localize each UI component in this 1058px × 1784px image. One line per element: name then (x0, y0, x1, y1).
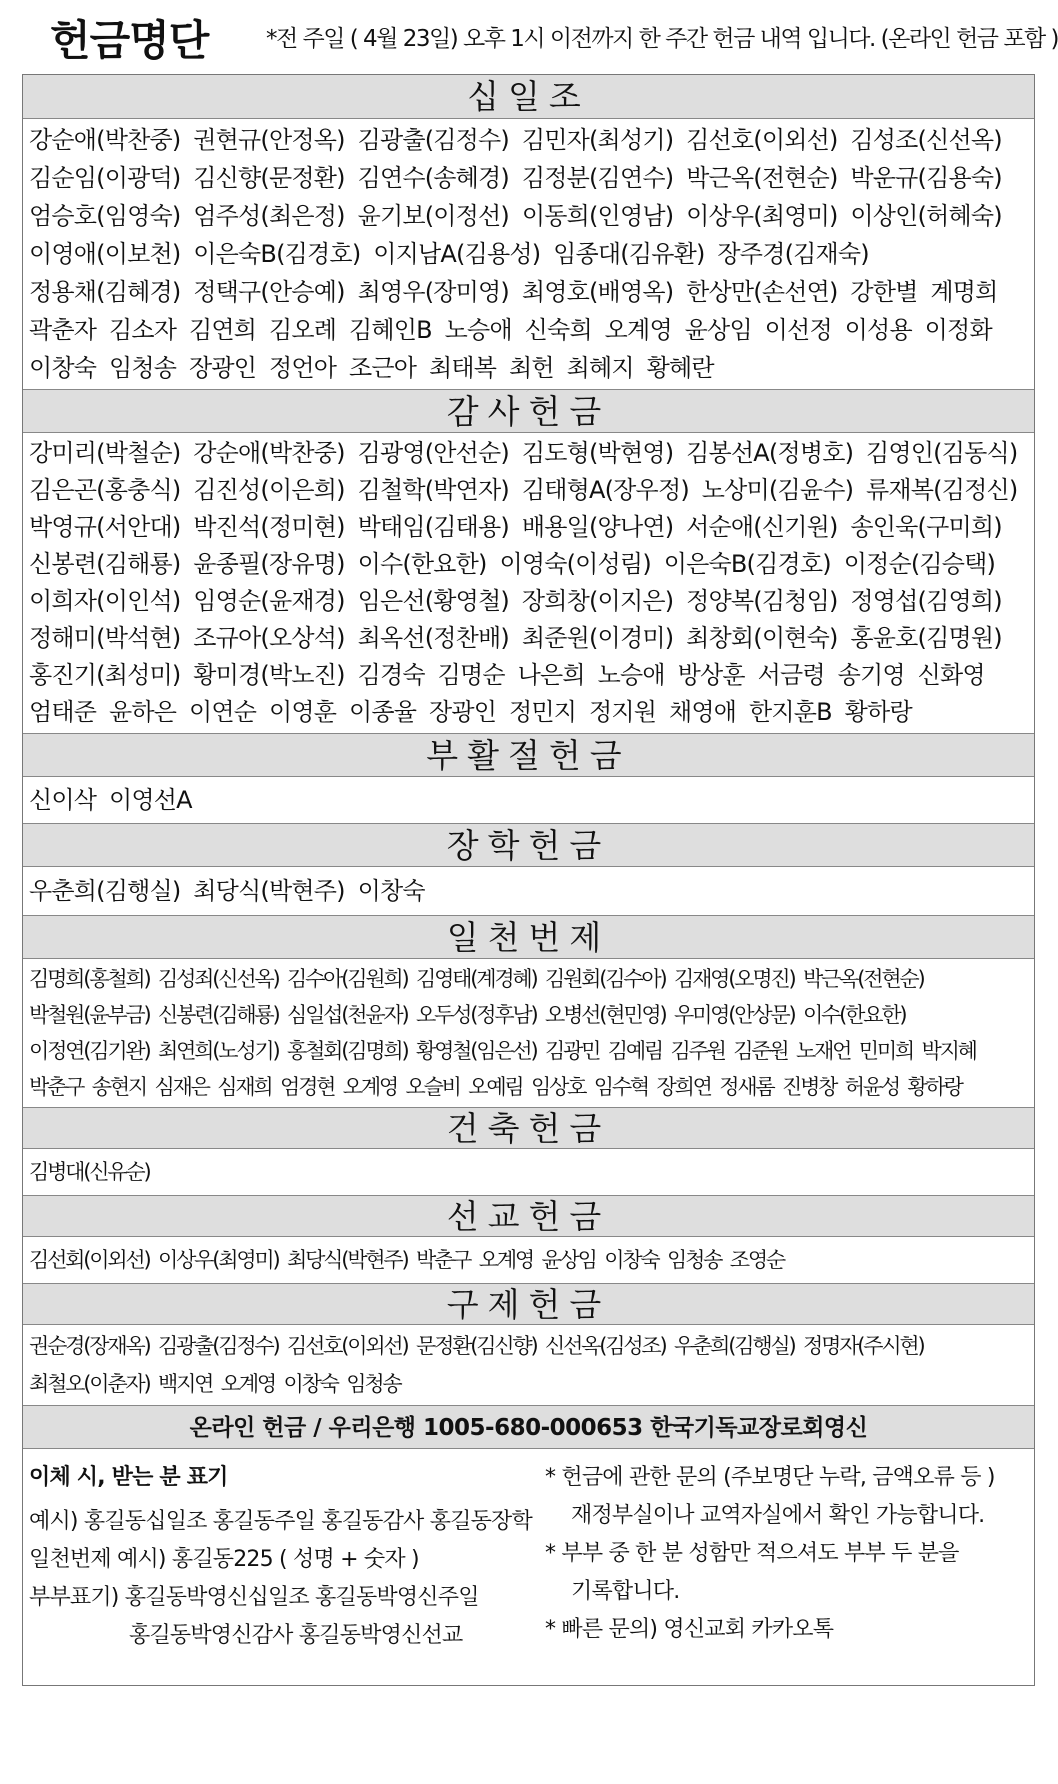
donor-name: 임청송 (346, 1372, 401, 1396)
donor-name: 김오례 (269, 316, 337, 344)
name-list (23, 959, 1034, 1107)
donor-name: 장주경(김재숙) (717, 240, 869, 268)
donor-name: 박철원(윤부금) (29, 1003, 150, 1027)
donor-name: 김성조(신선옥) (850, 126, 1002, 154)
donor-name: 김연희 (189, 316, 257, 344)
donor-name: 최당식(박현주) (193, 877, 345, 905)
donor-name: 최헌 (509, 354, 554, 382)
name-list (23, 119, 1034, 389)
donor-name: 신봉련(김해룡) (29, 550, 181, 578)
donor-name: 장희창(이지은) (521, 587, 674, 615)
note-line: 기록합니다. (571, 1579, 680, 1604)
donor-name: 이상우(최영미) (686, 202, 838, 230)
section-title: 구제헌금 (23, 1283, 1034, 1325)
page-title: 헌금명단 (50, 16, 209, 65)
donor-name: 김도형(박현영) (521, 439, 674, 467)
donor-name: 허윤성 (844, 1075, 900, 1099)
donor-name: 노승애 (597, 661, 665, 689)
donor-name: 이정순(김승택) (843, 550, 996, 578)
donor-name: 김수아(김원희) (287, 967, 408, 991)
donor-name: 윤하은 (109, 698, 177, 726)
donor-name: 이영애(이보천) (29, 240, 181, 268)
donor-name: 김태형A(장우정) (521, 476, 689, 504)
donor-name: 윤종필(장유명) (193, 550, 345, 578)
donor-name: 한상만(손선연) (686, 278, 838, 306)
donor-name: 정택구(안승예) (193, 278, 345, 306)
name-list (23, 867, 1034, 915)
donor-name: 정언아 (269, 354, 337, 382)
donor-name: 김진성(이은희) (193, 476, 345, 504)
name-list (23, 1237, 1034, 1283)
donor-name: 신이삭 (29, 786, 97, 814)
donor-name: 윤상임 (684, 316, 752, 344)
donor-name: 이연순 (189, 698, 257, 726)
donor-name: 심재은 (154, 1075, 209, 1099)
donor-name: 홍진기(최성미) (29, 661, 181, 689)
donor-name: 백지연 (158, 1372, 213, 1396)
offering-table (22, 74, 1035, 1686)
donor-name: 정영섭(김영희) (850, 587, 1002, 615)
note-line: * 빠른 문의) 영신교회 카카오톡 (545, 1617, 834, 1642)
donor-name: 이영숙(이성림) (499, 550, 651, 578)
donor-name: 우미영(안상문) (674, 1003, 795, 1027)
donor-name: 배용일(양나연) (521, 513, 674, 541)
donor-name: 민미희 (858, 1039, 914, 1063)
donor-name: 김원회(김수아) (545, 967, 666, 991)
donor-name: 윤상임 (541, 1248, 596, 1272)
donor-name: 송현지 (91, 1075, 147, 1099)
donor-name: 송기영 (837, 661, 905, 689)
donor-name: 김경숙 (357, 661, 425, 689)
donor-name: 김혜인B (349, 316, 432, 344)
donor-name: 최당식(박현주) (287, 1248, 408, 1272)
donor-name: 신숙희 (524, 316, 592, 344)
donor-name: 김병대(신유순) (29, 1160, 150, 1184)
donor-name: 장광인 (189, 354, 257, 382)
donor-name: 문정환(김신향) (416, 1334, 537, 1358)
transfer-guide (29, 1459, 549, 1655)
donor-name: 오예림 (468, 1075, 523, 1099)
donor-name: 김광출(김정수) (158, 1334, 279, 1358)
donor-name: 김명순 (437, 661, 505, 689)
section-title: 건축헌금 (23, 1107, 1034, 1149)
donor-name: 김은곤(홍충식) (29, 476, 181, 504)
donor-name: 홍철회(김명희) (287, 1039, 408, 1063)
donor-name: 우춘희(김행실) (674, 1334, 795, 1358)
donor-name: 강미리(박철순) (29, 439, 181, 467)
donor-name: 임청송 (667, 1248, 722, 1272)
donor-name: 박지혜 (921, 1039, 976, 1063)
donor-name: 최연희(노성기) (158, 1039, 279, 1063)
donor-name: 곽춘자 (29, 316, 97, 344)
donor-name: 김광영(안선순) (357, 439, 509, 467)
donor-name: 이창숙 (604, 1248, 659, 1272)
donor-name: 박진석(정미현) (193, 513, 345, 541)
transfer-line: 예시) 홍길동십일조 홍길동주일 홍길동감사 홍길동장학 (29, 1509, 532, 1534)
donor-name: 이희자(이인석) (29, 587, 181, 615)
donor-name: 엄승호(임영숙) (29, 202, 181, 230)
donor-name: 김정분(김연수) (521, 164, 674, 192)
donor-name: 정지원 (589, 698, 657, 726)
donor-name: 장희연 (656, 1075, 711, 1099)
donor-name: 이은숙B(김경호) (193, 240, 361, 268)
donor-name: 송인욱(구미희) (850, 513, 1002, 541)
donor-name: 강순애(박찬중) (29, 126, 181, 154)
donor-name: 박태임(김태용) (357, 513, 509, 541)
transfer-line: 일천번제 예시) 홍길동225 ( 성명 + 숫자 ) (29, 1547, 419, 1572)
donor-name: 엄주성(최은정) (193, 202, 345, 230)
donor-name: 임수혁 (593, 1075, 649, 1099)
donor-name: 노상미(김윤수) (701, 476, 854, 504)
donor-name: 김성죄(신선옥) (158, 967, 279, 991)
donor-name: 엄경현 (280, 1075, 335, 1099)
donor-name: 방상훈 (677, 661, 745, 689)
donor-name: 최영호(배영옥) (521, 278, 674, 306)
donor-name: 황영철(임은선) (416, 1039, 537, 1063)
donor-name: 나은희 (517, 661, 585, 689)
donor-name: 정명자(주시현) (803, 1334, 924, 1358)
note-line: * 부부 중 한 분 성함만 적으셔도 부부 두 분을 (545, 1541, 959, 1566)
donor-name: 김소자 (109, 316, 177, 344)
donor-name: 서금령 (757, 661, 825, 689)
donor-name: 황미경(박노진) (193, 661, 345, 689)
header-note: *전 주일 ( 4월 23일) 오후 1시 이전까지 한 주간 헌금 내역 입니다. (온라인 헌금 포함 ) (266, 26, 1058, 52)
online-account: 온라인 헌금 / 우리은행 1005-680-000653 한국기독교장로회영신 (23, 1405, 1034, 1449)
donor-name: 김선호(이외선) (287, 1334, 408, 1358)
note-line: 재정부실이나 교역자실에서 확인 가능합니다. (571, 1503, 985, 1528)
info-panel (23, 1449, 1034, 1685)
donor-name: 김광민 (545, 1039, 600, 1063)
donor-name: 최영우(장미영) (357, 278, 509, 306)
donor-name: 이창숙 (283, 1372, 338, 1396)
section-title: 감사헌금 (23, 389, 1034, 433)
donor-name: 김철학(박연자) (357, 476, 509, 504)
donor-name: 김준원 (733, 1039, 788, 1063)
section-title: 장학헌금 (23, 823, 1034, 867)
donor-name: 계명희 (930, 278, 998, 306)
donor-name: 홍윤호(김명원) (850, 624, 1002, 652)
donor-name: 이정화 (924, 316, 992, 344)
donor-name: 이지남A(김용성) (373, 240, 541, 268)
transfer-heading: 이체 시, 받는 분 표기 (29, 1465, 228, 1490)
donor-name: 김신향(문정환) (193, 164, 345, 192)
donor-name: 오계영 (220, 1372, 276, 1396)
donor-name: 이영훈 (269, 698, 337, 726)
donor-name: 최철오(이춘자) (29, 1372, 150, 1396)
donor-name: 박운규(김용숙) (850, 164, 1002, 192)
donor-name: 채영애 (669, 698, 737, 726)
donor-name: 김주원 (670, 1039, 725, 1063)
donor-name: 류재복(김정신) (866, 476, 1018, 504)
donor-name: 이상우(최영미) (158, 1248, 279, 1272)
donor-name: 김영인(김동식) (866, 439, 1018, 467)
donor-name: 박춘구 (29, 1075, 84, 1099)
donor-name: 강한별 (850, 278, 918, 306)
donor-name: 권순경(장재옥) (29, 1334, 150, 1358)
name-list (23, 433, 1034, 733)
donor-name: 서순애(신기원) (686, 513, 838, 541)
donor-name: 조규아(오상석) (193, 624, 345, 652)
donor-name: 신봉련(김해룡) (158, 1003, 279, 1027)
donor-name: 이수(한요한) (803, 1003, 906, 1027)
donor-name: 오계영 (342, 1075, 398, 1099)
section-title: 일천번제 (23, 915, 1034, 959)
donor-name: 박춘구 (416, 1248, 471, 1272)
donor-name: 김광출(김정수) (357, 126, 509, 154)
transfer-line: 홍길동박영신감사 홍길동박영신선교 (129, 1623, 463, 1648)
donor-name: 정새롬 (719, 1075, 774, 1099)
donor-name: 오두성(정후남) (416, 1003, 537, 1027)
donor-name: 정해미(박석현) (29, 624, 181, 652)
donor-name: 엄태준 (29, 698, 97, 726)
donor-name: 박근옥(전현순) (686, 164, 838, 192)
donor-name: 노재언 (796, 1039, 851, 1063)
donor-name: 이동희(인영남) (521, 202, 674, 230)
donor-name: 이정연(김기완) (29, 1039, 150, 1063)
donor-name: 오계영 (604, 316, 672, 344)
donor-name: 이창숙 (357, 877, 425, 905)
donor-name: 김선호(이외선) (686, 126, 838, 154)
donor-name: 이창숙 (29, 354, 97, 382)
donor-name: 신화영 (917, 661, 985, 689)
donor-name: 권현규(안정옥) (193, 126, 345, 154)
donor-name: 윤기보(이정선) (357, 202, 509, 230)
donor-name: 박근옥(전현순) (803, 967, 924, 991)
donor-name: 조영순 (729, 1248, 785, 1272)
donor-name: 최옥선(정찬배) (357, 624, 509, 652)
donor-name: 박영규(서안대) (29, 513, 181, 541)
donor-name: 최창회(이현숙) (686, 624, 838, 652)
donor-name: 최혜지 (566, 354, 634, 382)
header (28, 6, 1058, 66)
donor-name: 심재희 (217, 1075, 272, 1099)
donor-name: 오슬비 (405, 1075, 460, 1099)
section-title: 선교헌금 (23, 1195, 1034, 1237)
donor-name: 오병선(현민영) (545, 1003, 666, 1027)
donor-name: 황하랑 (844, 698, 912, 726)
donor-name: 김명희(홍철희) (29, 967, 150, 991)
donor-name: 강순애(박찬중) (193, 439, 345, 467)
donor-name: 정용채(김혜경) (29, 278, 181, 306)
donor-name: 이성용 (844, 316, 912, 344)
donor-name: 김봉선A(정병호) (686, 439, 854, 467)
section-title: 십일조 (23, 75, 1034, 119)
donor-name: 이은숙B(김경호) (663, 550, 831, 578)
donor-name: 우춘희(김행실) (29, 877, 181, 905)
section-title: 부활절헌금 (23, 733, 1034, 777)
donor-name: 최태복 (429, 354, 497, 382)
donor-name: 김예림 (607, 1039, 663, 1063)
donor-name: 이종율 (349, 698, 417, 726)
donor-name: 최준원(이경미) (521, 624, 674, 652)
donor-name: 김영태(계경혜) (416, 967, 537, 991)
donor-name: 임청송 (109, 354, 177, 382)
donor-name: 임상호 (531, 1075, 586, 1099)
donor-name: 신선옥(김성조) (545, 1334, 666, 1358)
donor-name: 오계영 (478, 1248, 534, 1272)
donor-name: 임은선(황영철) (357, 587, 509, 615)
donor-name: 김선회(이외선) (29, 1248, 150, 1272)
donor-name: 김재영(오명진) (674, 967, 795, 991)
donor-name: 김민자(최성기) (521, 126, 674, 154)
name-list (23, 777, 1034, 823)
donor-name: 임영순(윤재경) (193, 587, 345, 615)
donor-name: 장광인 (429, 698, 497, 726)
donor-name: 조근아 (349, 354, 417, 382)
donor-name: 정민지 (509, 698, 577, 726)
donor-name: 황혜란 (646, 354, 714, 382)
transfer-line: 부부표기) 홍길동박영신십일조 홍길동박영신주일 (29, 1585, 479, 1610)
donor-name: 진병창 (782, 1075, 837, 1099)
donor-name: 정양복(김청임) (686, 587, 838, 615)
donor-name: 심일섭(천윤자) (287, 1003, 408, 1027)
donor-name: 김순임(이광덕) (29, 164, 181, 192)
donor-name: 임종대(김유환) (553, 240, 705, 268)
name-list (23, 1149, 1034, 1195)
donor-name: 노승애 (444, 316, 512, 344)
donor-name: 김연수(송혜경) (357, 164, 509, 192)
donor-name: 이수(한요한) (357, 550, 487, 578)
note-line: * 헌금에 관한 문의 (주보명단 누락, 금액오류 등 ) (545, 1465, 995, 1490)
donor-name: 이선정 (764, 316, 832, 344)
inquiry-notes (545, 1459, 1025, 1649)
donor-name: 한지훈B (749, 698, 832, 726)
donor-name: 이영선A (109, 786, 192, 814)
donor-name: 황하랑 (907, 1075, 962, 1099)
donor-name: 이상인(허혜숙) (850, 202, 1002, 230)
name-list (23, 1325, 1034, 1405)
